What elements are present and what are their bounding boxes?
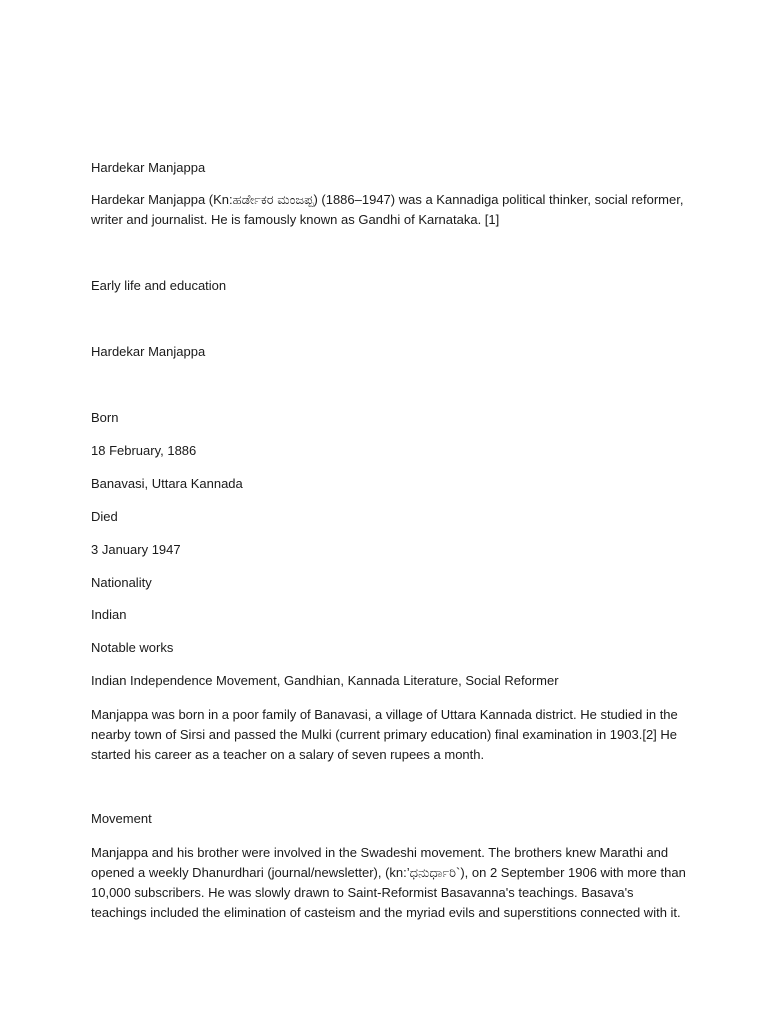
early-life-paragraph: Manjappa was born in a poor family of Banavasi, a village of Uttara Kannada district. He studied in the nearby town of Sirsi and passed the Mulki (current primary education) final examination in 1903.[2] He started his career as a teacher on a salary of seven rupees a month. — [91, 707, 678, 762]
infobox-died-date: 3 January 1947 — [91, 542, 181, 557]
infobox-works-label: Notable works — [91, 640, 174, 655]
infobox-name: Hardekar Manjappa — [91, 344, 206, 359]
movement-paragraph: Manjappa and his brother were involved in the Swadeshi movement. The brothers knew Marathi and opened a weekly Dhanurdhari (journal/newsletter), (kn:’ಧನುರ್ಧಾರಿ`), on 2 September 1906 with more than 10,000 subscribers. He was slowly drawn to Saint-Reformist Basavanna's teachings. Basava's teachings included the elimination of casteism and the myriad evils and superstitions connected with it. — [91, 845, 686, 920]
infobox-born-label: Born — [91, 410, 119, 425]
infobox-born-place: Banavasi, Uttara Kannada — [91, 476, 243, 491]
infobox-works-value: Indian Independence Movement, Gandhian, Kannada Literature, Social Reformer — [91, 673, 559, 688]
infobox-born-date: 18 February, 1886 — [91, 443, 197, 458]
page-title: Hardekar Manjappa — [91, 160, 206, 175]
intro-paragraph: Hardekar Manjappa (Kn:ಹರ್ಡೇಕರ ಮಂಜಪ್ಪ) (1886–1947) was a Kannadiga political thinker, social reformer, writer and journalist. He is famously known as Gandhi of Karnataka. [1] — [91, 192, 684, 227]
section-heading-early-life: Early life and education — [91, 278, 227, 293]
infobox-died-label: Died — [91, 509, 118, 524]
infobox-nationality-label: Nationality — [91, 575, 152, 590]
section-heading-movement: Movement — [91, 811, 152, 826]
infobox-nationality-value: Indian — [91, 607, 127, 622]
